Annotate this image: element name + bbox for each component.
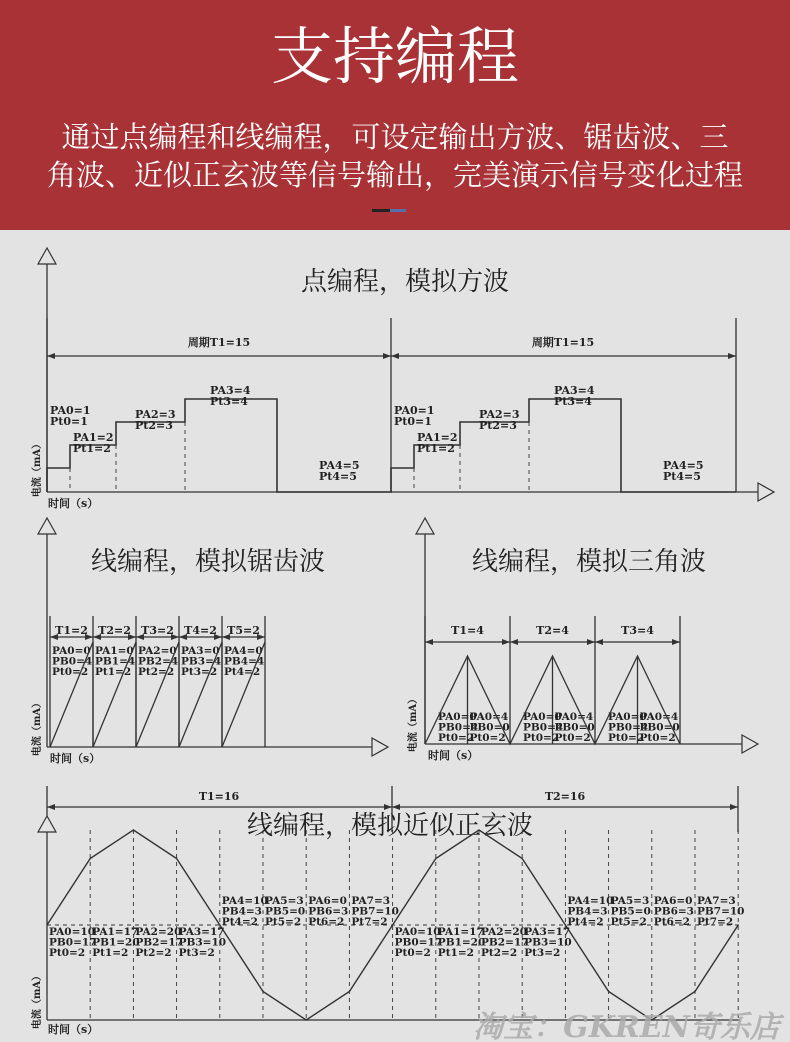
tri-annot-right-1-line-0: PA0=4 xyxy=(554,711,594,723)
tri-annot-right-2-line-2: Pt0=2 xyxy=(639,732,676,744)
tri-annot-left-2-line-0: PA0=0 xyxy=(608,711,647,723)
sine-high-annot-0-0-line-1: PB4=3 xyxy=(221,905,262,918)
tri-period-label-1: T2=4 xyxy=(536,624,569,637)
square-step-0-2-line-0: PA2=3 xyxy=(135,408,176,421)
saw-annot-0-line-2: Pt0=2 xyxy=(52,666,89,678)
saw-period-label-0: T1=2 xyxy=(55,624,88,637)
sine-high-annot-1-0-line-0: PA4=10 xyxy=(567,895,614,907)
sine-low-annot-1-0-line-2: Pt0=2 xyxy=(394,947,431,959)
saw-annot-3-line-0: PA3=0 xyxy=(181,645,220,657)
square-step-0-3-line-0: PA3=4 xyxy=(210,384,251,397)
x-axis-label-saw: 时间（s） xyxy=(50,752,101,765)
sine-high-annot-0-2-line-0: PA6=0 xyxy=(308,895,347,907)
square-step-1-2-line-1: Pt2=3 xyxy=(479,419,517,432)
sine-high-annot-0-3-line-1: PB7=10 xyxy=(351,905,399,918)
square-period-2-arrow-right xyxy=(728,353,736,359)
y-axis-label: 电流（mA） xyxy=(32,970,43,1030)
sine-high-annot-0-3-line-2: Pt7=2 xyxy=(351,916,388,928)
tri-annot-left-1-line-0: PA0=0 xyxy=(523,711,562,723)
saw-y-axis-arrow xyxy=(38,518,56,534)
sine-high-annot-0-1-line-0: PA5=3 xyxy=(265,895,304,907)
y-axis-label: 电流（mA） xyxy=(32,697,43,757)
square-period-label-2: 周期T1=15 xyxy=(531,336,595,349)
saw-period-label-2: T3=2 xyxy=(141,624,174,637)
sine-low-annot-0-0-line-0: PA0=10 xyxy=(49,926,95,938)
tri-title: 线编程，模拟三角波 xyxy=(471,547,707,577)
tri-y-axis-arrow xyxy=(416,518,434,534)
tri-annot-left-2-line-2: Pt0=2 xyxy=(608,732,645,744)
sine-low-annot-0-2-line-1: PB2=17 xyxy=(135,936,183,949)
sine-low-annot-0-1-line-2: Pt1=2 xyxy=(92,947,129,959)
tri-annot-left-2-line-1: PB0=4 xyxy=(608,721,649,734)
sine-period-2-arrow-left xyxy=(392,804,400,810)
x-axis-label-sine: 时间（s） xyxy=(48,1023,99,1036)
sine-high-annot-1-0-line-2: Pt4=2 xyxy=(567,916,604,928)
tri-period-0-arrow-left xyxy=(425,639,433,645)
sine-high-annot-0-1-line-1: PB5=0 xyxy=(265,905,306,918)
sine-low-annot-0-3-line-0: PA3=17 xyxy=(178,926,225,938)
sine-high-annot-0-2-line-1: PB6=3 xyxy=(308,905,349,918)
sine-low-annot-0-3-line-1: PB3=10 xyxy=(178,936,227,949)
square-step-1-1-line-0: PA1=2 xyxy=(417,431,458,444)
tri-annot-right-1-line-1: PB0=0 xyxy=(554,721,595,734)
accent-bar-blue xyxy=(390,209,406,212)
sine-high-annot-0-3-line-0: PA7=3 xyxy=(351,895,391,907)
sine-period-1-arrow-left xyxy=(47,804,55,810)
sine-low-annot-1-1-line-0: PA1=17 xyxy=(437,926,484,938)
saw-annot-0-line-1: PB0=4 xyxy=(52,655,93,668)
square-step-0-1-line-1: Pt1=2 xyxy=(73,442,111,455)
saw-annot-1-line-1: PB1=4 xyxy=(95,655,136,668)
sine-low-annot-1-2-line-1: PB2=17 xyxy=(481,936,529,949)
saw-annot-2-line-2: Pt2=2 xyxy=(138,666,175,678)
sine-low-annot-0-3-line-2: Pt3=2 xyxy=(178,947,215,959)
accent-bar-dark xyxy=(372,209,390,212)
sine-high-annot-1-2-line-1: PB6=3 xyxy=(653,905,694,918)
sine-low-annot-1-3-line-1: PB3=10 xyxy=(524,936,572,949)
sine-period-label-2: T2=16 xyxy=(544,790,586,803)
saw-annot-2-line-0: PA2=0 xyxy=(138,645,177,657)
saw-annot-1-line-0: PA1=0 xyxy=(95,645,134,657)
square-step-0-2-line-1: Pt2=3 xyxy=(135,419,173,432)
tri-period-1-arrow-right xyxy=(587,639,595,645)
sine-title: 线编程，模拟近似正玄波 xyxy=(246,811,534,841)
saw-annot-3-line-2: Pt3=2 xyxy=(181,666,218,678)
tri-period-label-2: T3=4 xyxy=(621,624,654,637)
x-axis-label: 时间（s） xyxy=(48,497,99,510)
subtitle-line-2: 角波、近似正玄波等信号输出，完美演示信号变化过程 xyxy=(46,158,743,192)
square-step-1-0-line-0: PA0=1 xyxy=(394,404,435,417)
square-step-1-4-line-1: Pt4=5 xyxy=(663,470,701,483)
tri-annot-right-0-line-2: Pt0=2 xyxy=(469,732,506,744)
square-period-1-arrow-right xyxy=(383,353,391,359)
square-step-1-2-line-0: PA2=3 xyxy=(479,408,520,421)
saw-annot-4-line-0: PA4=0 xyxy=(224,645,263,657)
square-y-axis-arrow xyxy=(38,248,56,264)
square-step-1-3-line-1: Pt3=4 xyxy=(554,395,592,408)
square-step-1-1-line-1: Pt1=2 xyxy=(417,442,455,455)
page-title: 支持编程 xyxy=(270,20,519,93)
sine-low-annot-0-1-line-1: PB1=20 xyxy=(92,936,140,949)
tri-period-label-0: T1=4 xyxy=(451,624,484,637)
sine-low-annot-1-2-line-2: Pt2=2 xyxy=(481,947,518,959)
square-step-0-4-line-1: Pt4=5 xyxy=(319,470,357,483)
saw-annot-4-line-2: Pt4=2 xyxy=(224,666,261,678)
saw-title: 线编程，模拟锯齿波 xyxy=(90,547,326,577)
square-step-0-3-line-1: Pt3=4 xyxy=(210,395,248,408)
sine-high-annot-1-2-line-2: Pt6=2 xyxy=(653,916,690,928)
y-axis-label: 电流（mA） xyxy=(408,693,419,753)
saw-period-label-3: T4=2 xyxy=(184,624,217,637)
tri-period-2-arrow-right xyxy=(672,639,680,645)
tri-period-2-arrow-left xyxy=(595,639,603,645)
saw-period-label-1: T2=2 xyxy=(98,624,131,637)
header-banner xyxy=(0,0,790,230)
sine-high-annot-1-2-line-0: PA6=0 xyxy=(653,895,693,907)
sine-low-annot-0-1-line-0: PA1=17 xyxy=(92,926,139,938)
sine-low-annot-0-0-line-1: PB0=17 xyxy=(49,936,97,949)
sine-high-annot-0-0-line-0: PA4=10 xyxy=(221,895,268,907)
square-period-label-1: 周期T1=15 xyxy=(187,336,251,349)
sine-period-1-arrow-right xyxy=(384,804,392,810)
tri-annot-right-1-line-2: Pt0=2 xyxy=(554,732,591,744)
square-period-1-arrow-left xyxy=(47,353,55,359)
square-x-axis-arrow xyxy=(758,483,774,501)
square-step-1-0-line-1: Pt0=1 xyxy=(394,415,432,428)
x-axis-label-tri: 时间（s） xyxy=(428,749,479,762)
tri-annot-left-1-line-1: PB0=4 xyxy=(523,721,564,734)
sine-low-annot-1-1-line-2: Pt1=2 xyxy=(437,947,474,959)
sine-period-2-arrow-right xyxy=(730,804,738,810)
tri-annot-left-0-line-0: PA0=0 xyxy=(438,711,477,723)
watermark-text: 淘宝：GKREN奇乐店 xyxy=(473,1010,780,1042)
saw-annot-2-line-1: PB2=4 xyxy=(138,655,179,668)
tri-annot-left-0-line-2: Pt0=2 xyxy=(438,732,475,744)
tri-annot-left-0-line-1: PB0=4 xyxy=(438,721,479,734)
sine-high-annot-1-3-line-1: PB7=10 xyxy=(697,905,745,918)
square-step-0-1-line-0: PA1=2 xyxy=(73,431,114,444)
tri-period-1-arrow-left xyxy=(510,639,518,645)
saw-period-label-4: T5=2 xyxy=(227,624,260,637)
tri-period-0-arrow-right xyxy=(502,639,510,645)
sine-low-annot-0-2-line-0: PA2=20 xyxy=(135,926,182,938)
sine-low-annot-0-0-line-2: Pt0=2 xyxy=(49,947,86,959)
sine-low-annot-1-3-line-0: PA3=17 xyxy=(524,926,571,938)
saw-x-axis-arrow xyxy=(372,738,388,756)
sine-period-label-1: T1=16 xyxy=(198,790,240,803)
saw-annot-0-line-0: PA0=0 xyxy=(52,645,91,657)
square-step-0-0-line-0: PA0=1 xyxy=(50,404,91,417)
tri-annot-right-0-line-1: PB0=0 xyxy=(469,721,510,734)
tri-annot-right-0-line-0: PA0=4 xyxy=(469,711,509,723)
y-axis-label: 电流（mA） xyxy=(32,438,43,498)
sine-high-annot-0-2-line-2: Pt6=2 xyxy=(308,916,345,928)
sine-high-annot-0-1-line-2: Pt5=2 xyxy=(265,916,302,928)
saw-annot-1-line-2: Pt1=2 xyxy=(95,666,132,678)
sine-low-annot-1-3-line-2: Pt3=2 xyxy=(524,947,561,959)
tri-annot-right-2-line-0: PA0=4 xyxy=(639,711,679,723)
square-step-0-0-line-1: Pt0=1 xyxy=(50,415,88,428)
tri-annot-right-2-line-1: PB0=0 xyxy=(639,721,680,734)
sine-high-annot-0-0-line-2: Pt4=2 xyxy=(221,916,258,928)
sine-low-annot-1-2-line-0: PA2=20 xyxy=(481,926,527,938)
sine-high-annot-1-3-line-2: Pt7=2 xyxy=(697,916,734,928)
square-step-1-4-line-0: PA4=5 xyxy=(663,459,704,472)
sine-high-annot-1-1-line-2: Pt5=2 xyxy=(610,916,647,928)
saw-annot-4-line-1: PB4=4 xyxy=(224,655,265,668)
square-step-0-4-line-0: PA4=5 xyxy=(319,459,360,472)
waveform-diagram xyxy=(0,230,790,1042)
subtitle-line-1: 通过点编程和线编程，可设定输出方波、锯齿波、三 xyxy=(61,120,729,154)
sine-low-annot-1-1-line-1: PB1=20 xyxy=(437,936,486,949)
tri-annot-left-1-line-2: Pt0=2 xyxy=(523,732,560,744)
tri-x-axis-arrow xyxy=(742,735,758,753)
sine-low-annot-1-0-line-1: PB0=17 xyxy=(394,936,443,949)
sine-high-annot-1-0-line-1: PB4=3 xyxy=(567,905,608,918)
saw-annot-3-line-1: PB3=4 xyxy=(181,655,222,668)
sine-y-axis-arrow xyxy=(38,816,56,832)
sine-low-annot-1-0-line-0: PA0=10 xyxy=(394,926,441,938)
sine-high-annot-1-3-line-0: PA7=3 xyxy=(697,895,736,907)
square-period-2-arrow-left xyxy=(391,353,399,359)
sine-low-annot-0-2-line-2: Pt2=2 xyxy=(135,947,172,959)
square-step-1-3-line-0: PA3=4 xyxy=(554,384,595,397)
square-title: 点编程，模拟方波 xyxy=(300,267,510,297)
sine-high-annot-1-1-line-0: PA5=3 xyxy=(610,895,650,907)
sine-high-annot-1-1-line-1: PB5=0 xyxy=(610,905,651,918)
